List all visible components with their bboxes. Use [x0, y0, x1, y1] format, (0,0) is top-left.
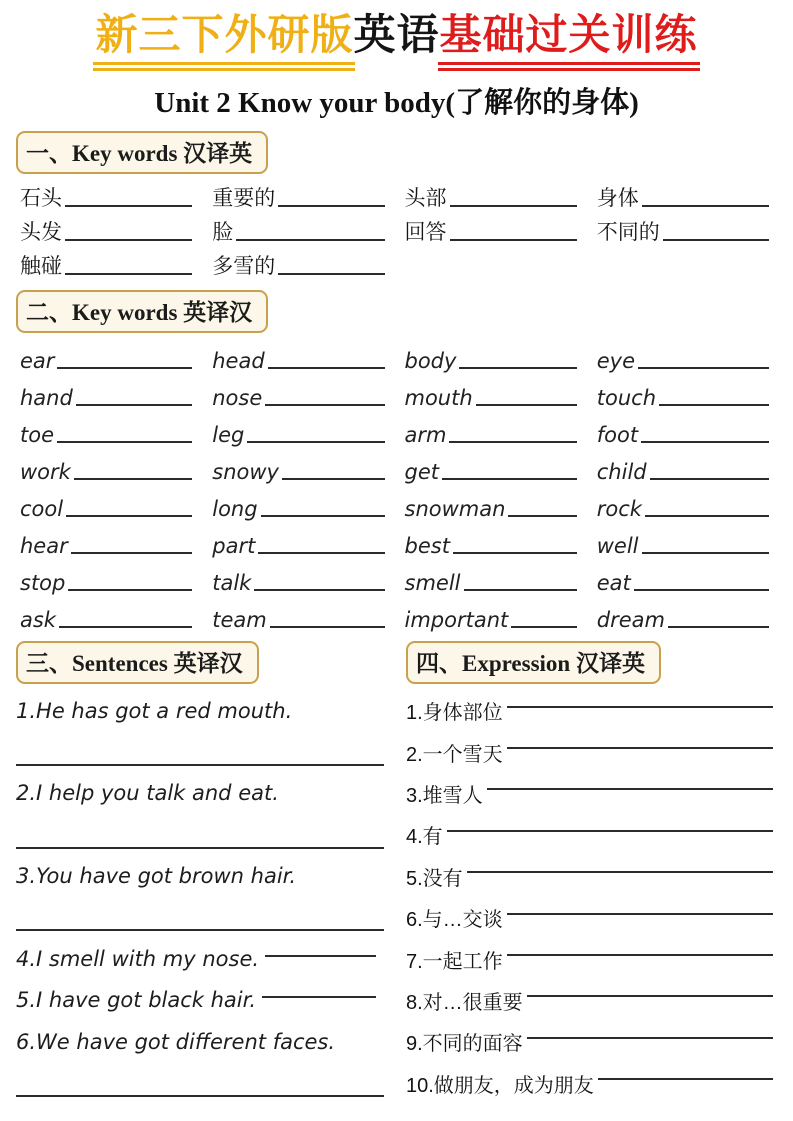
word-label: head: [212, 349, 265, 373]
word-cell: [405, 337, 583, 374]
sentence-item: [16, 690, 394, 731]
word-label: arm: [404, 423, 447, 447]
answer-blank: [467, 871, 773, 873]
answer-blank: [76, 404, 192, 406]
answer-blank: [511, 626, 577, 628]
word-label: eye: [596, 349, 636, 373]
expression-item: [406, 938, 777, 979]
sentence-item: [16, 773, 394, 814]
word-label: 触碰: [20, 255, 62, 278]
expression-item: [406, 856, 777, 897]
sentences-column: [16, 690, 394, 1104]
sentence-text: 2.I help you talk and eat.: [16, 781, 279, 806]
word-label: cool: [20, 497, 64, 521]
word-label: touch: [596, 386, 656, 410]
word-label: dream: [596, 608, 665, 632]
translation-blank-row: [16, 814, 394, 855]
translation-blank-row: [16, 1063, 394, 1104]
expression-text: 1.身体部位: [406, 702, 503, 725]
word-label: 多雪的: [212, 255, 276, 278]
expression-item: [406, 1063, 777, 1104]
word-label: 身体: [596, 187, 639, 210]
answer-blank: [464, 589, 577, 591]
word-cell: [405, 448, 583, 485]
answer-blank: [641, 441, 769, 443]
answer-blank: [642, 552, 769, 554]
word-cell: [20, 559, 198, 596]
unit-subtitle: Unit 2 Know your body(了解你的身体): [154, 87, 639, 119]
answer-blank: [66, 515, 192, 517]
sentence-item: [16, 856, 394, 897]
word-label: 不同的: [596, 221, 660, 244]
word-cell: [20, 178, 198, 212]
answer-blank: [258, 552, 384, 554]
answer-blank: [278, 273, 384, 275]
word-label: long: [212, 497, 258, 521]
expression-text: 9.不同的面容: [406, 1033, 523, 1056]
word-cell: [20, 246, 198, 280]
answer-blank: [634, 589, 769, 591]
answer-blank: [507, 706, 773, 708]
word-label: leg: [212, 423, 245, 447]
word-label: child: [596, 460, 647, 484]
section2-header: 二、Key words 英译汉: [16, 290, 268, 333]
word-cell: [405, 374, 583, 411]
word-cell: [597, 559, 775, 596]
expression-item: [406, 1021, 777, 1062]
word-label: 脸: [212, 221, 234, 244]
answer-blank: [57, 441, 192, 443]
expression-item: [406, 897, 777, 938]
sentence-text: 1.He has got a red mouth.: [16, 698, 293, 723]
word-label: 头发: [20, 221, 62, 244]
title-subject: 英语: [353, 13, 440, 59]
answer-blank: [261, 515, 385, 517]
answer-blank: [447, 830, 773, 832]
section3-header-cell: [16, 641, 394, 684]
expression-text: 5.没有: [406, 867, 463, 890]
answer-blank: [268, 367, 385, 369]
answer-blank: [57, 367, 192, 369]
word-cell: [405, 559, 583, 596]
word-label: 回答: [404, 221, 447, 244]
answer-blank: [645, 515, 769, 517]
word-label: important: [404, 608, 509, 632]
expression-text: 8.对…很重要: [406, 991, 523, 1014]
word-cell: [597, 522, 775, 559]
answer-blank: [278, 205, 384, 207]
translation-blank-row: [16, 897, 394, 938]
answer-blank: [16, 847, 384, 849]
word-label: team: [212, 608, 267, 632]
expression-item: [406, 814, 777, 855]
word-cell: [597, 411, 775, 448]
word-label: foot: [596, 423, 639, 447]
answer-blank: [642, 205, 769, 207]
word-cell: [212, 485, 390, 522]
section1-header-row: [16, 131, 777, 174]
word-cell: [405, 178, 583, 212]
sentence-item: [16, 1021, 394, 1062]
answer-blank: [508, 515, 576, 517]
word-cell: [20, 212, 198, 246]
worksheet-title: [16, 10, 777, 64]
section34-content: [16, 690, 777, 1104]
word-cell: [597, 212, 775, 246]
expressions-column: [406, 690, 777, 1104]
answer-blank: [74, 478, 192, 480]
word-cell: [212, 448, 390, 485]
word-label: mouth: [404, 386, 473, 410]
word-cell: [20, 374, 198, 411]
word-label: snowman: [404, 497, 506, 521]
expression-item: [406, 690, 777, 731]
section1-word-grid: [16, 174, 777, 280]
translation-blank-row: [16, 731, 394, 772]
section34-header-row: [16, 641, 777, 684]
word-cell: [20, 485, 198, 522]
answer-blank: [598, 1078, 773, 1080]
word-cell: [405, 485, 583, 522]
word-cell: [212, 212, 390, 246]
word-cell: [597, 596, 775, 633]
word-label: get: [404, 460, 439, 484]
word-label: ask: [20, 608, 56, 632]
answer-blank: [668, 626, 769, 628]
answer-blank: [282, 478, 385, 480]
answer-blank: [59, 626, 192, 628]
word-label: hear: [20, 534, 68, 558]
word-cell: [405, 411, 583, 448]
section2-word-grid: [16, 333, 777, 633]
word-label: stop: [20, 571, 66, 595]
sentence-item: [16, 938, 394, 979]
word-label: eat: [596, 571, 631, 595]
sentence-item: [16, 980, 394, 1021]
answer-blank: [68, 589, 192, 591]
answer-blank: [16, 1095, 384, 1097]
answer-blank: [507, 913, 773, 915]
answer-blank: [507, 954, 773, 956]
word-label: talk: [212, 571, 252, 595]
word-cell: [20, 522, 198, 559]
sentence-text: 3.You have got brown hair.: [16, 864, 297, 889]
answer-blank: [236, 239, 384, 241]
section3-header: 三、Sentences 英译汉: [16, 641, 259, 684]
word-label: best: [404, 534, 450, 558]
word-label: rock: [596, 497, 642, 521]
word-label: work: [20, 460, 71, 484]
answer-blank: [476, 404, 577, 406]
word-label: hand: [20, 386, 73, 410]
sentence-text: 6.We have got different faces.: [16, 1029, 336, 1054]
answer-blank: [449, 441, 576, 443]
word-cell: [597, 337, 775, 374]
word-cell: [20, 411, 198, 448]
answer-blank: [638, 367, 769, 369]
answer-blank: [71, 552, 193, 554]
answer-blank: [65, 239, 192, 241]
title-series: 新三下外研版: [95, 10, 353, 64]
word-cell-empty: [597, 246, 775, 280]
answer-blank: [453, 552, 577, 554]
expression-text: 3.堆雪人: [406, 784, 483, 807]
title-type: 基础过关训练: [440, 10, 698, 64]
word-cell: [212, 337, 390, 374]
section1-header: 一、Key words 汉译英: [16, 131, 268, 174]
word-cell: [405, 522, 583, 559]
answer-blank: [262, 996, 376, 998]
answer-blank: [270, 626, 385, 628]
word-cell: [212, 559, 390, 596]
word-cell: [212, 411, 390, 448]
answer-blank: [459, 367, 576, 369]
word-label: part: [212, 534, 256, 558]
section2-header-row: [16, 290, 777, 333]
answer-blank: [16, 929, 384, 931]
word-label: well: [596, 534, 639, 558]
answer-blank: [659, 404, 769, 406]
expression-text: 7.一起工作: [406, 950, 503, 973]
answer-blank: [507, 747, 773, 749]
word-label: toe: [20, 423, 55, 447]
word-cell: [20, 337, 198, 374]
word-cell: [20, 448, 198, 485]
word-cell-empty: [405, 246, 583, 280]
word-cell: [597, 178, 775, 212]
expression-item: [406, 731, 777, 772]
word-label: 头部: [404, 187, 447, 210]
word-label: 石头: [20, 187, 62, 210]
word-cell: [405, 596, 583, 633]
word-cell: [212, 178, 390, 212]
word-cell: [597, 485, 775, 522]
word-label: snowy: [212, 460, 279, 484]
expression-item: [406, 773, 777, 814]
word-label: smell: [404, 571, 461, 595]
answer-blank: [450, 205, 577, 207]
word-label: 重要的: [212, 187, 276, 210]
answer-blank: [254, 589, 384, 591]
word-label: nose: [212, 386, 263, 410]
expression-text: 10.做朋友，成为朋友: [406, 1074, 594, 1097]
section4-header-cell: [406, 641, 777, 684]
answer-blank: [527, 1037, 773, 1039]
answer-blank: [527, 995, 773, 997]
answer-blank: [487, 788, 773, 790]
answer-blank: [442, 478, 577, 480]
answer-blank: [65, 205, 192, 207]
word-cell: [212, 374, 390, 411]
word-cell: [212, 522, 390, 559]
answer-blank: [65, 273, 192, 275]
word-cell: [20, 596, 198, 633]
answer-blank: [450, 239, 577, 241]
answer-blank: [265, 955, 376, 957]
word-cell: [212, 246, 390, 280]
word-label: ear: [20, 349, 55, 373]
expression-text: 6.与…交谈: [406, 909, 503, 932]
expression-text: 4.有: [406, 826, 443, 849]
answer-blank: [265, 404, 384, 406]
word-cell: [597, 448, 775, 485]
answer-blank: [650, 478, 769, 480]
expression-text: 2.一个雪天: [406, 743, 503, 766]
word-cell: [597, 374, 775, 411]
answer-blank: [247, 441, 384, 443]
word-cell: [405, 212, 583, 246]
word-cell: [212, 596, 390, 633]
section4-header: 四、Expression 汉译英: [406, 641, 661, 684]
word-label: body: [404, 349, 457, 373]
answer-blank: [16, 764, 384, 766]
answer-blank: [663, 239, 769, 241]
sentence-text: 5.I have got black hair.: [16, 988, 257, 1013]
expression-item: [406, 980, 777, 1021]
sentence-text: 4.I smell with my nose.: [16, 947, 260, 972]
